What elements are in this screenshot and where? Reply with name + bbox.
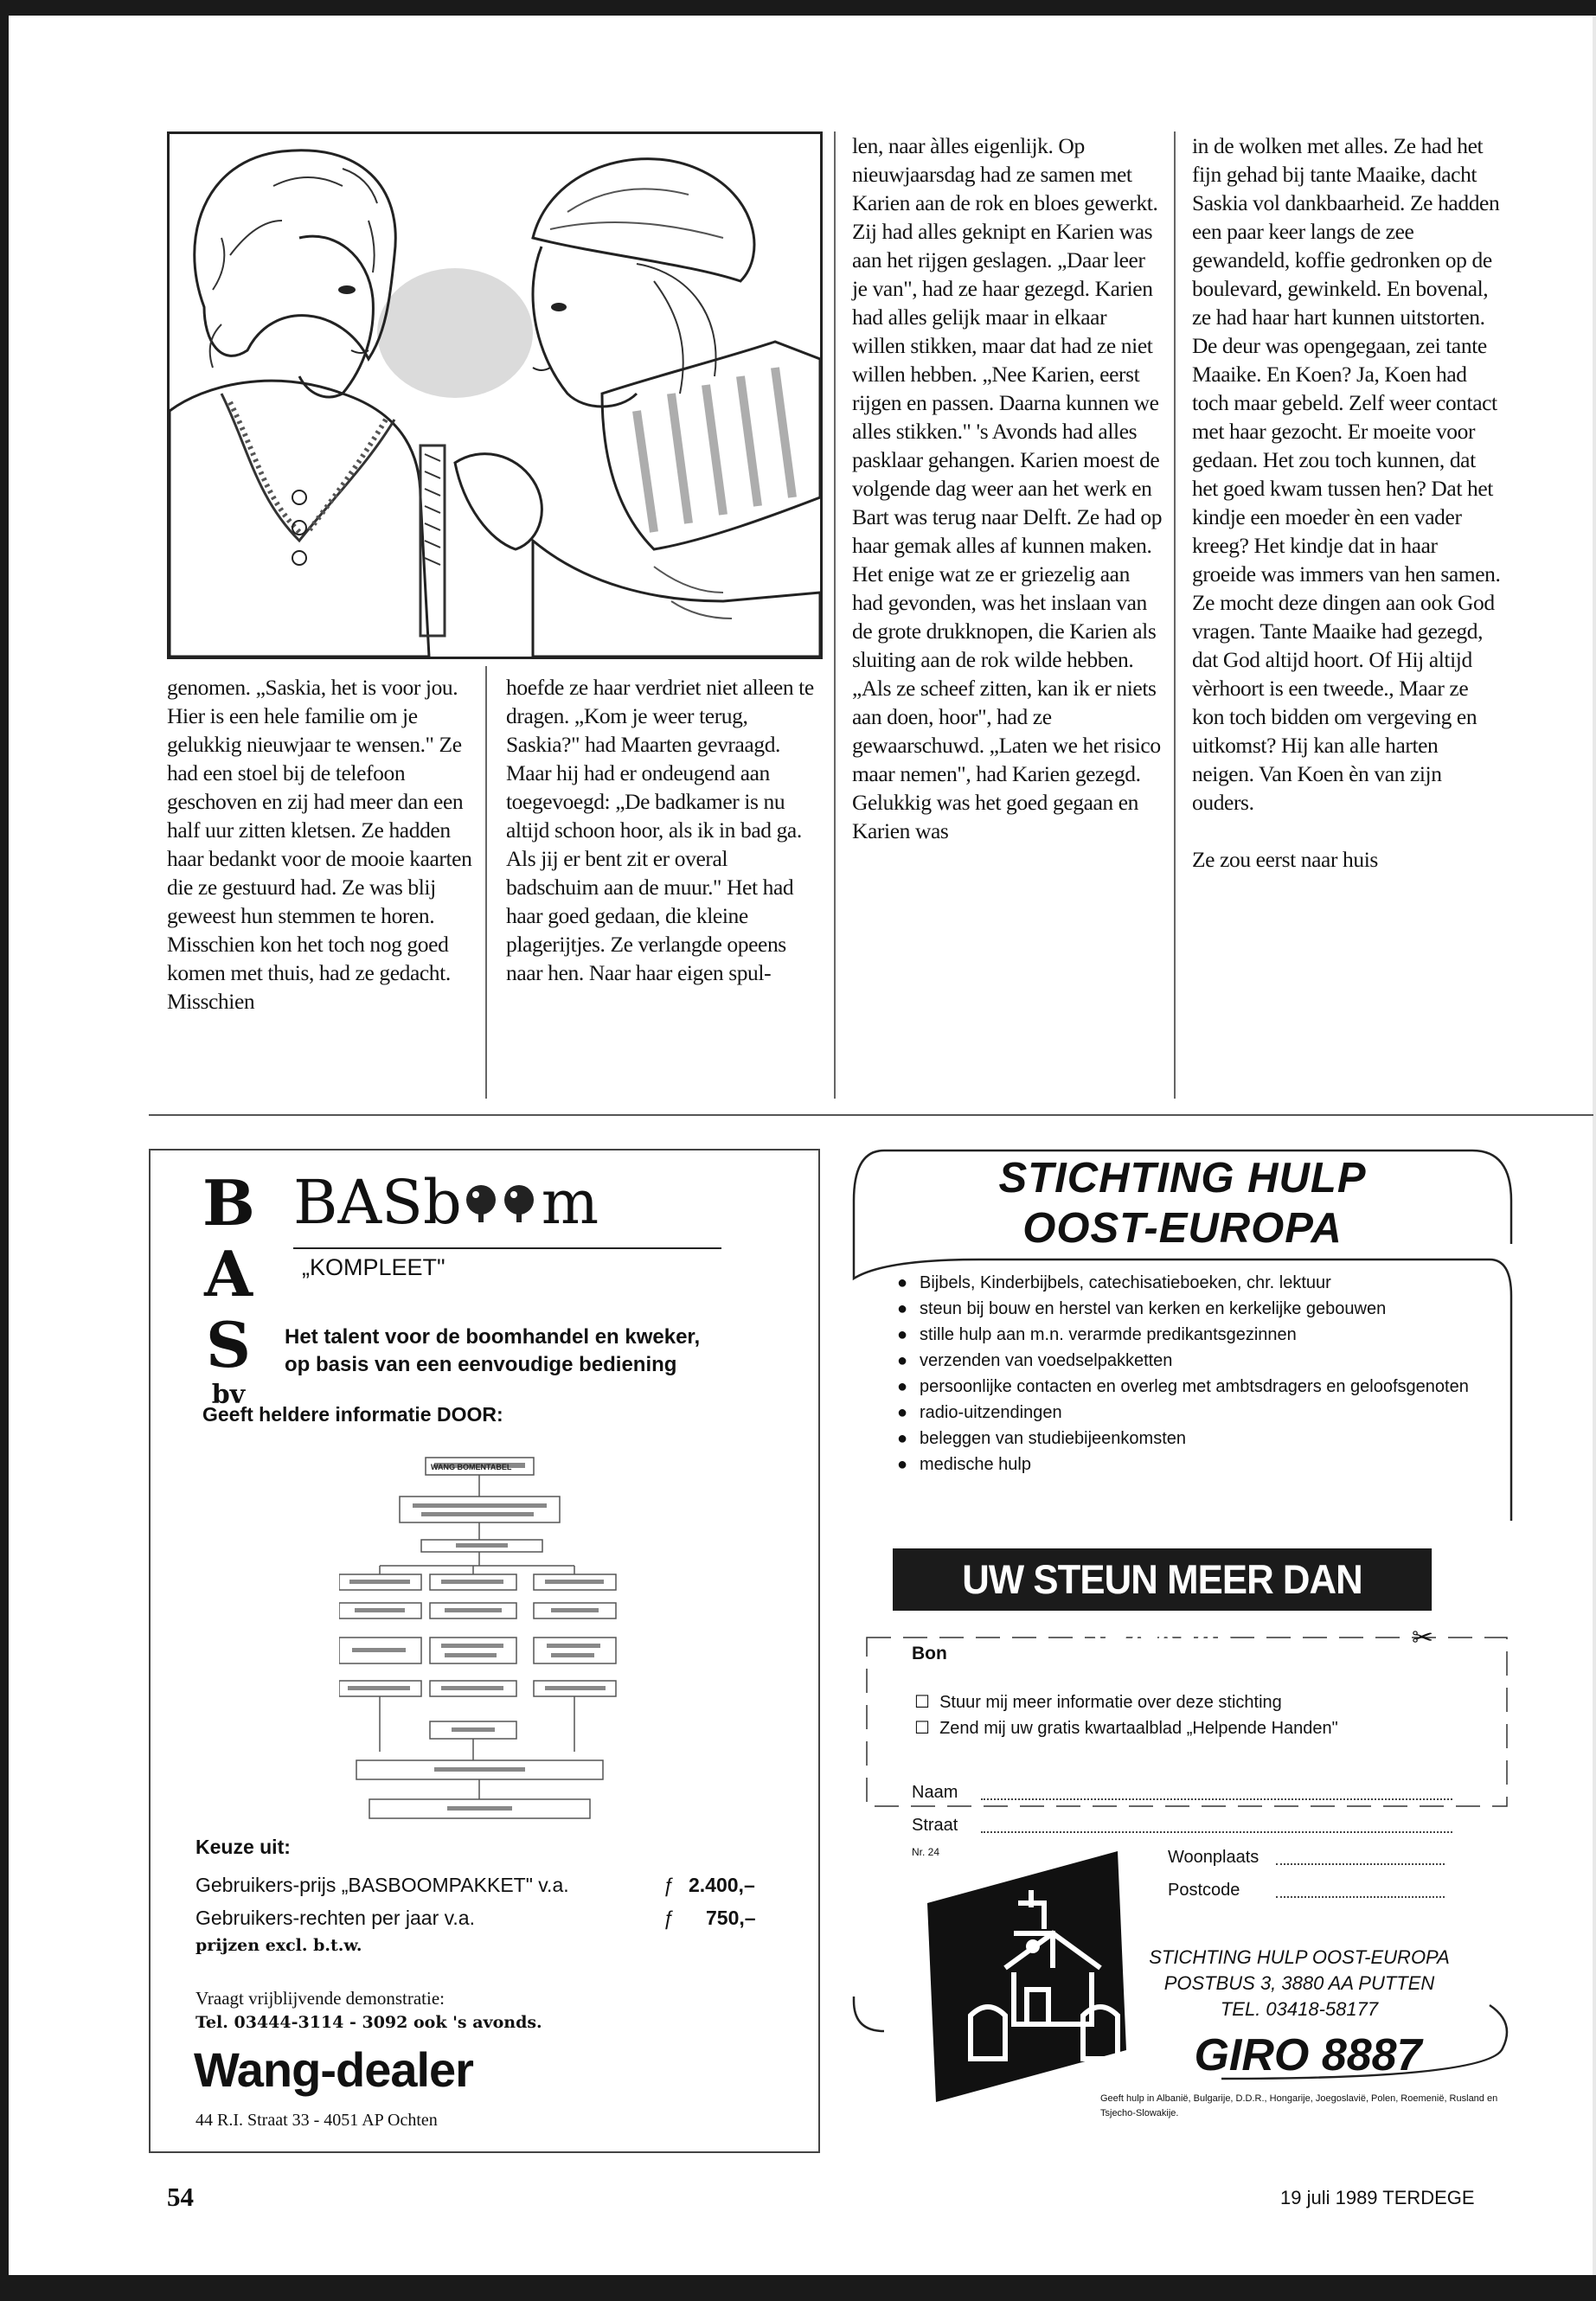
support-banner: UW STEUN MEER DAN WAARD (893, 1548, 1432, 1611)
page-number: 54 (167, 2182, 194, 2212)
checkbox-icon[interactable]: ☐ (914, 1719, 930, 1738)
field-label: Woonplaats (1168, 1848, 1259, 1867)
story-column-2 (506, 673, 817, 987)
checkbox-label: Zend mij uw gratis kwartaalblad „Helpende Handen" (939, 1719, 1338, 1738)
prices-note: prijzen excl. b.t.w. (195, 1936, 362, 1955)
aid-item-text: beleggen van studiebijeenkomsten (920, 1429, 1186, 1448)
aid-item (897, 1296, 1503, 1322)
issue-date: 19 juli 1989 TERDEGE (1280, 2187, 1475, 2208)
aid-list (897, 1270, 1503, 1477)
countries-footnote: Geeft hulp in Albanië, Bulgarije, D.D.R., Hongarije, Joegoslavië, Polen, Roemenië, Rusland en Tsjecho-Slowakije. (1100, 2093, 1498, 2118)
column-rule (834, 131, 836, 1099)
stichting-address (1100, 1945, 1498, 2022)
address-line: TEL. 03418-58177 (1220, 1998, 1379, 2020)
magazine-checkbox-row[interactable] (914, 1715, 1338, 1741)
aid-item (897, 1452, 1503, 1477)
dealer-address: 44 R.I. Straat 33 - 4051 AP Ochten (195, 2111, 438, 2130)
logo-letter: A (204, 1237, 253, 1311)
title-line: STICHTING HULP (998, 1155, 1367, 1202)
basboom-wordmark (293, 1163, 599, 1241)
price-currency: ƒ (663, 1874, 674, 1896)
stichting-advertisement (849, 1149, 1516, 2273)
bullet-icon: ● (897, 1325, 908, 1344)
price-row (195, 1868, 792, 1901)
tagline-line: op basis van een eenvoudige bediening (285, 1353, 677, 1376)
demo-line: Vraagt vrijblijvende demonstratie: (195, 1988, 445, 2009)
bon-checkboxes (914, 1689, 1338, 1741)
title-line: OOST-EUROPA (1022, 1205, 1343, 1252)
price-row (195, 1901, 792, 1934)
story-column-3 (852, 131, 1163, 845)
page-edge-right (1593, 16, 1596, 2275)
field-line[interactable] (1276, 1874, 1445, 1898)
keuze-heading: Keuze uit: (195, 1836, 291, 1858)
giro-number: GIRO 8887 (1194, 2030, 1422, 2080)
info-checkbox-row[interactable] (914, 1689, 1338, 1715)
aid-item (897, 1270, 1503, 1296)
stichting-title (849, 1153, 1516, 1253)
story-text: hoefde ze haar verdriet niet alleen te dragen. „Kom je weer terug, Saskia?" had Maarten gevraagd. Maar hij had er ondeugend aan toegevoegd: „De badkamer is nu altijd schoon hoor, als ik in bad ga. Als jij er bent zit er overal badschuim aan de muur." Het had haar goed gedaan, die kleine plagerijtjes. Ze verlangde opeens naar hen. Naar haar eigen spul- (506, 675, 814, 985)
field-line[interactable] (981, 1809, 1452, 1833)
checkbox-label: Stuur mij meer informatie over deze stichting (939, 1693, 1282, 1712)
field-label: Naam (912, 1783, 958, 1802)
wordmark-underline (293, 1247, 721, 1249)
field-line[interactable] (981, 1776, 1452, 1800)
dealer-name: Wang-dealer (194, 2042, 473, 2097)
brand-text: BASb (293, 1167, 462, 1238)
bon-fields-right (1168, 1841, 1445, 1907)
story-illustration (167, 131, 823, 659)
aid-item-text: steun bij bouw en herstel van kerken en kerkelijke gebouwen (920, 1299, 1387, 1318)
aid-item-text: radio-uitzendingen (920, 1403, 1062, 1422)
aid-item (897, 1322, 1503, 1348)
tagline-line: Het talent voor de boomhandel en kweker, (285, 1325, 701, 1349)
story-text: in de wolken met alles. Ze had het fijn gehad bij tante Maaike, dacht Saskia vol dankbaarheid. Ze hadden een paar keer langs de zee gewandeld, koffie gedronken op de boulevard, gewinkeld. En bovenal, ze had haar hart kunnen uitstorten. De deur was opengegaan, zei tante Maaike. En Koen? Ja, Koen had toch maar gebeld. Zelf weer contact met haar gezocht. Er moeite voor gedaan. Het zou toch kunnen, dat het goed kwam tussen hen? Dat het kindje een moeder èn een vader kreeg? Het kindje dat in haar groeide was immers van hen samen. Ze mocht deze dingen aan ook God vragen. Tante Maaike had gezegd, dat God altijd hoort. Of Hij altijd vèrhoort is een tweede., Maar ze kon toch bidden om vergeving en uitkomst? Hij kan alle harten neigen. Van Koen èn van zijn ouders. (1192, 133, 1501, 815)
bullet-icon: ● (897, 1273, 908, 1292)
aid-item-text: persoonlijke contacten en overleg met ambtsdragers en geloofsgenoten (920, 1377, 1469, 1396)
info-heading: Geeft heldere informatie DOOR: (202, 1403, 503, 1426)
field-line[interactable] (1276, 1841, 1445, 1865)
bullet-icon: ● (897, 1455, 908, 1474)
naam-field[interactable] (912, 1776, 1452, 1809)
story-bottom-rule (149, 1114, 1593, 1116)
scissors-icon: ✂ (1412, 1623, 1434, 1653)
story-column-1 (167, 673, 474, 1016)
logo-letter: S (206, 1308, 251, 1381)
checkbox-icon[interactable]: ☐ (914, 1693, 930, 1712)
tagline (285, 1324, 700, 1379)
brand-text: m (541, 1167, 599, 1238)
phone-line: Tel. 03444-3114 - 3092 ook 's avonds. (195, 2013, 542, 2032)
bullet-icon: ● (897, 1377, 908, 1396)
aid-item-text: medische hulp (920, 1455, 1031, 1474)
bon-label: Bon (912, 1644, 947, 1663)
bas-logo-column (202, 1168, 254, 1410)
story-column-4 (1192, 131, 1503, 874)
subtitle: „KOMPLEET" (302, 1254, 445, 1280)
aid-item (897, 1426, 1503, 1452)
aid-item-text: verzenden van voedselpakketten (920, 1351, 1173, 1370)
story-text: Ze zou eerst naar huis (1192, 847, 1378, 872)
column-rule (1174, 131, 1176, 1099)
postcode-field[interactable] (1168, 1874, 1445, 1907)
price-list (195, 1868, 792, 1934)
woonplaats-field[interactable] (1168, 1841, 1445, 1874)
bullet-icon: ● (897, 1429, 908, 1448)
story-text: len, naar àlles eigenlijk. Op nieuwjaarsdag had ze samen met Karien aan de rok en bloes gewerkt. Zij had alles geknipt en Karien was aan het rijgen geslagen. „Daar leer je van", had ze haar gezegd. Karien had alles gelijk maar in elkaar willen stikken, maar dat had ze niet willen hebben. „Nee Karien, eerst rijgen en passen. Daarna kunnen we alles stikken." 's Avonds had alles pasklaar gehangen. Karien moest de volgende dag weer aan het werk en Bart was terug naar Delft. Ze had op haar gemak alles af kunnen maken. Het enige wat ze er griezelig aan had gevonden, was het inslaan van de grote drukknopen, die Karien als sluiting aan de rok wilde hebben. „Als ze scheef zitten, kan ik er niets aan doen, hoor", had ze gewaarschuwd. „Laten we het risico maar nemen", had Karien gezegd. Gelukkig was het goed gegaan en Karien was (852, 133, 1163, 843)
price-amount: 750,– (706, 1907, 756, 1929)
aid-item (897, 1374, 1503, 1400)
bullet-icon: ● (897, 1351, 908, 1370)
bullet-icon: ● (897, 1299, 908, 1318)
aid-item-text: Bijbels, Kinderbijbels, catechisatieboeken, chr. lektuur (920, 1273, 1331, 1292)
price-label: Gebruikers-prijs „BASBOOMPAKKET" v.a. (195, 1874, 569, 1896)
logo-letter: bv (211, 1380, 246, 1410)
column-rule (485, 666, 487, 1099)
program-flowchart (339, 1449, 625, 1838)
story-text: genomen. „Saskia, het is voor jou. Hier is een hele familie om je gelukkig nieuwjaar te wensen." Ze had een stoel bij de telefoon geschoven en zij had meer dan een half uur zitten kletsen. Ze hadden haar bedankt voor de mooie kaarten die ze gestuurd had. Ze was blij geweest hun stemmen te horen. Misschien kon het toch nog goed komen met thuis, had ze gedacht. Misschien (167, 675, 472, 1014)
aid-item-text: stille hulp aan m.n. verarmde predikantsgezinnen (920, 1325, 1297, 1344)
straat-field[interactable] (912, 1809, 1452, 1842)
two-girls-drawing-icon (170, 134, 820, 657)
address-line: STICHTING HULP OOST-EUROPA (1149, 1946, 1450, 1968)
page-border-left (0, 0, 9, 2301)
page-border-top (0, 0, 1596, 16)
nr-label: Nr. 24 (912, 1846, 940, 1858)
logo-letter: B (202, 1166, 255, 1240)
field-label: Postcode (1168, 1881, 1240, 1900)
address-line: POSTBUS 3, 3880 AA PUTTEN (1163, 1972, 1435, 1994)
tree-o-icon (462, 1181, 542, 1224)
diagram-label: WANG BOMENTABEL (431, 1463, 512, 1471)
page-border-bottom (0, 2275, 1596, 2301)
price-label: Gebruikers-rechten per jaar v.a. (195, 1907, 475, 1929)
price-amount: 2.400,– (689, 1874, 755, 1896)
price-currency: ƒ (663, 1907, 674, 1929)
aid-item (897, 1348, 1503, 1374)
basboom-advertisement (149, 1149, 820, 2153)
bullet-icon: ● (897, 1403, 908, 1422)
aid-item (897, 1400, 1503, 1426)
field-label: Straat (912, 1816, 958, 1835)
